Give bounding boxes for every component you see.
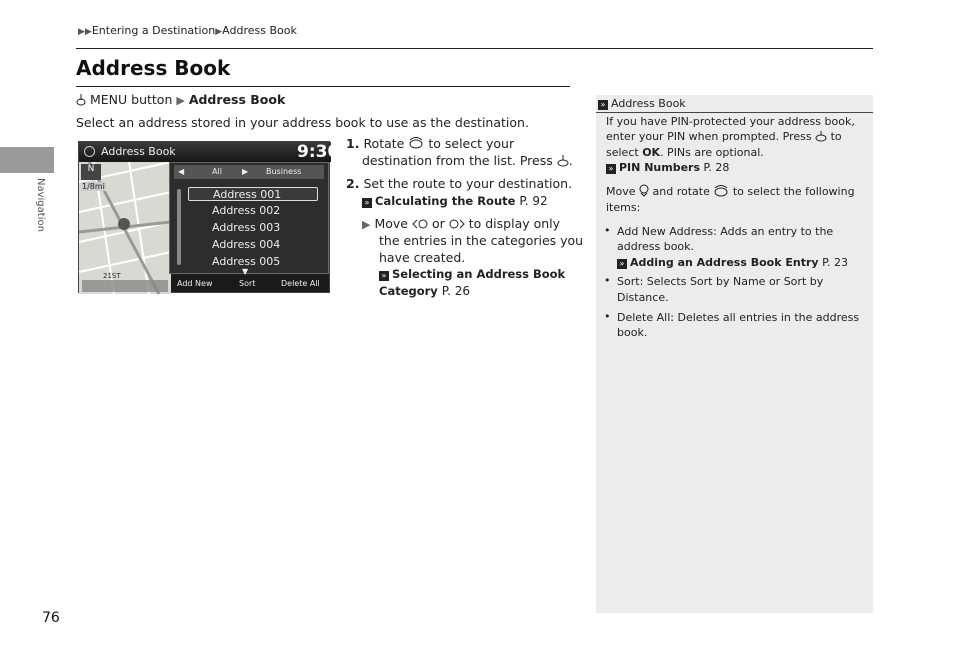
note-text: Move [606, 185, 636, 198]
triangle-icon: ▶ [215, 27, 223, 37]
top-divider [76, 48, 873, 49]
list-item[interactable]: Address 004 [212, 238, 281, 251]
note-text: : Deletes all entries in the address [670, 311, 860, 324]
triangle-icon: ▶ [362, 218, 371, 231]
bullet-icon: • [604, 310, 611, 323]
menu-target-label: Address Book [188, 92, 286, 107]
note-text: : Selects [639, 275, 687, 288]
rotate-knob-icon [713, 184, 729, 197]
sub-text: the entries in the categories you [379, 233, 584, 248]
title-divider [76, 86, 570, 87]
cross-reference-icon: » [598, 100, 608, 110]
note-ref[interactable] [606, 160, 866, 176]
category-all[interactable]: All [212, 167, 222, 176]
map-street-label: 21ST [103, 272, 121, 280]
sub-text: Move [374, 216, 408, 231]
term-add-new-address: Add New Address [617, 225, 714, 238]
delete-all-button[interactable]: Delete All [281, 279, 320, 288]
note-text: . [665, 291, 669, 304]
note-text: to select the following [732, 185, 855, 198]
note-text: to [830, 130, 842, 143]
term-sort-by-name: Sort by Name [689, 275, 766, 288]
bullet-icon: • [604, 224, 611, 237]
note-text: address book. [617, 240, 695, 253]
screen-title: Address Book [101, 145, 176, 158]
xref-page[interactable]: P. 28 [703, 161, 730, 174]
list-item[interactable]: Address 005 [212, 255, 281, 268]
screen-clock: 9:30 [297, 142, 340, 162]
address-book-icon [84, 146, 95, 157]
xref-page[interactable]: P. 23 [822, 256, 848, 269]
note-text: : Adds an entry to the [713, 225, 834, 238]
page-number: 76 [42, 610, 60, 626]
note-bullet-1 [617, 224, 877, 240]
term-delete-all: Delete All [617, 311, 671, 324]
step-2-text: Set the route to your destination. [363, 176, 573, 191]
joystick-press-icon [557, 154, 569, 167]
bullet-icon: • [604, 274, 611, 287]
menu-button-label: MENU button [89, 92, 173, 107]
term-sort-by-distance: Distance [617, 291, 666, 304]
chevron-right-icon[interactable]: ▶ [242, 167, 249, 176]
triangle-icon: ▶ [176, 94, 185, 107]
list-item[interactable]: Address 001 [188, 187, 318, 201]
rotate-knob-icon [408, 136, 424, 150]
step-1-number: 1. [346, 136, 360, 151]
nav-screen-image [78, 141, 340, 293]
joystick-press-icon [815, 130, 827, 142]
note-heading [596, 95, 873, 113]
note-text: or [768, 275, 781, 288]
cross-reference-icon: » [362, 198, 372, 208]
category-bar [174, 165, 324, 179]
step-2-number: 2. [346, 176, 360, 191]
page-title: Address Book [76, 56, 231, 80]
note-text: enter your PIN when prompted. Press [606, 130, 812, 143]
softkey-bar [169, 278, 329, 292]
section-tab-marker [0, 147, 54, 173]
cross-reference-icon: » [606, 164, 616, 174]
step-1-cont: destination from the list. Press . [362, 153, 573, 168]
note-text: and rotate [652, 185, 710, 198]
add-new-button[interactable]: Add New [177, 279, 213, 288]
term-sort: Sort [617, 275, 640, 288]
list-scrollbar[interactable] [177, 189, 181, 265]
list-item[interactable]: Address 002 [212, 204, 281, 217]
note-box [596, 95, 873, 613]
note-text: . PINs are optional. [660, 146, 764, 159]
cross-reference-icon: » [617, 259, 627, 269]
intro-text: Select an address stored in your address book to use as the destination. [76, 115, 529, 130]
menu-path [76, 92, 285, 107]
note-bullet-2 [617, 274, 877, 290]
step-1-text: Rotate [363, 136, 405, 151]
ok-label: OK [642, 146, 661, 159]
compass-icon: N [81, 164, 101, 180]
step-2-sub [362, 215, 560, 233]
note-text [606, 184, 866, 200]
step-2 [346, 175, 572, 192]
note-text: book. [617, 326, 648, 339]
step-1-text: destination from the list. Press [362, 153, 553, 168]
breadcrumb-section[interactable]: Entering a Destination [91, 24, 216, 37]
note-bullet-3 [617, 310, 877, 326]
move-right-icon [449, 218, 465, 230]
sub-text: or [431, 216, 445, 231]
triangle-icon: ▶▶ [78, 27, 92, 37]
note-text: items: [606, 201, 641, 214]
term-sort-by-distance: Sort by [783, 275, 824, 288]
map-scale: 1/8mi [82, 182, 105, 191]
note-heading-text: Address Book [611, 97, 686, 110]
list-item[interactable]: Address 003 [212, 221, 281, 234]
xref-page[interactable]: P. 92 [519, 194, 548, 208]
note-text [617, 290, 877, 306]
step-1 [346, 135, 514, 152]
address-list-panel [169, 162, 329, 274]
category-business[interactable]: Business [266, 167, 302, 176]
xref-adding-entry[interactable]: Adding an Address Book Entry [630, 256, 819, 269]
step-1-text: to select your [428, 136, 515, 151]
side-section-label: Navigation [35, 178, 46, 232]
chevron-left-icon[interactable]: ◀ [178, 167, 185, 176]
step-2-ref[interactable] [362, 192, 548, 210]
sub-text: to display only [468, 216, 561, 231]
move-left-icon [412, 218, 428, 230]
joystick-press-icon [76, 93, 86, 106]
xref-page[interactable]: P. 26 [441, 284, 471, 298]
cross-reference-icon: » [379, 271, 389, 281]
note-text: select [606, 146, 639, 159]
note-ref[interactable] [617, 255, 877, 271]
scroll-down-icon[interactable]: ▼ [242, 267, 249, 276]
xref-pin-numbers[interactable]: PIN Numbers [619, 161, 700, 174]
breadcrumb [78, 24, 297, 37]
breadcrumb-page[interactable]: Address Book [222, 24, 297, 37]
note-text: If you have PIN-protected your address book, [606, 115, 855, 128]
xref-calculating-route[interactable]: Calculating the Route [375, 194, 516, 208]
sort-button[interactable]: Sort [239, 279, 256, 288]
xref-selecting-category[interactable]: Category [379, 284, 438, 298]
xref-selecting-category[interactable]: Selecting an Address Book [392, 267, 566, 281]
note-text [606, 145, 866, 161]
sub-ref[interactable] [379, 265, 565, 283]
note-text [606, 129, 866, 145]
joystick-down-icon [639, 184, 649, 197]
sub-text: have created. [379, 250, 466, 265]
sub-ref-cont[interactable] [379, 282, 470, 300]
